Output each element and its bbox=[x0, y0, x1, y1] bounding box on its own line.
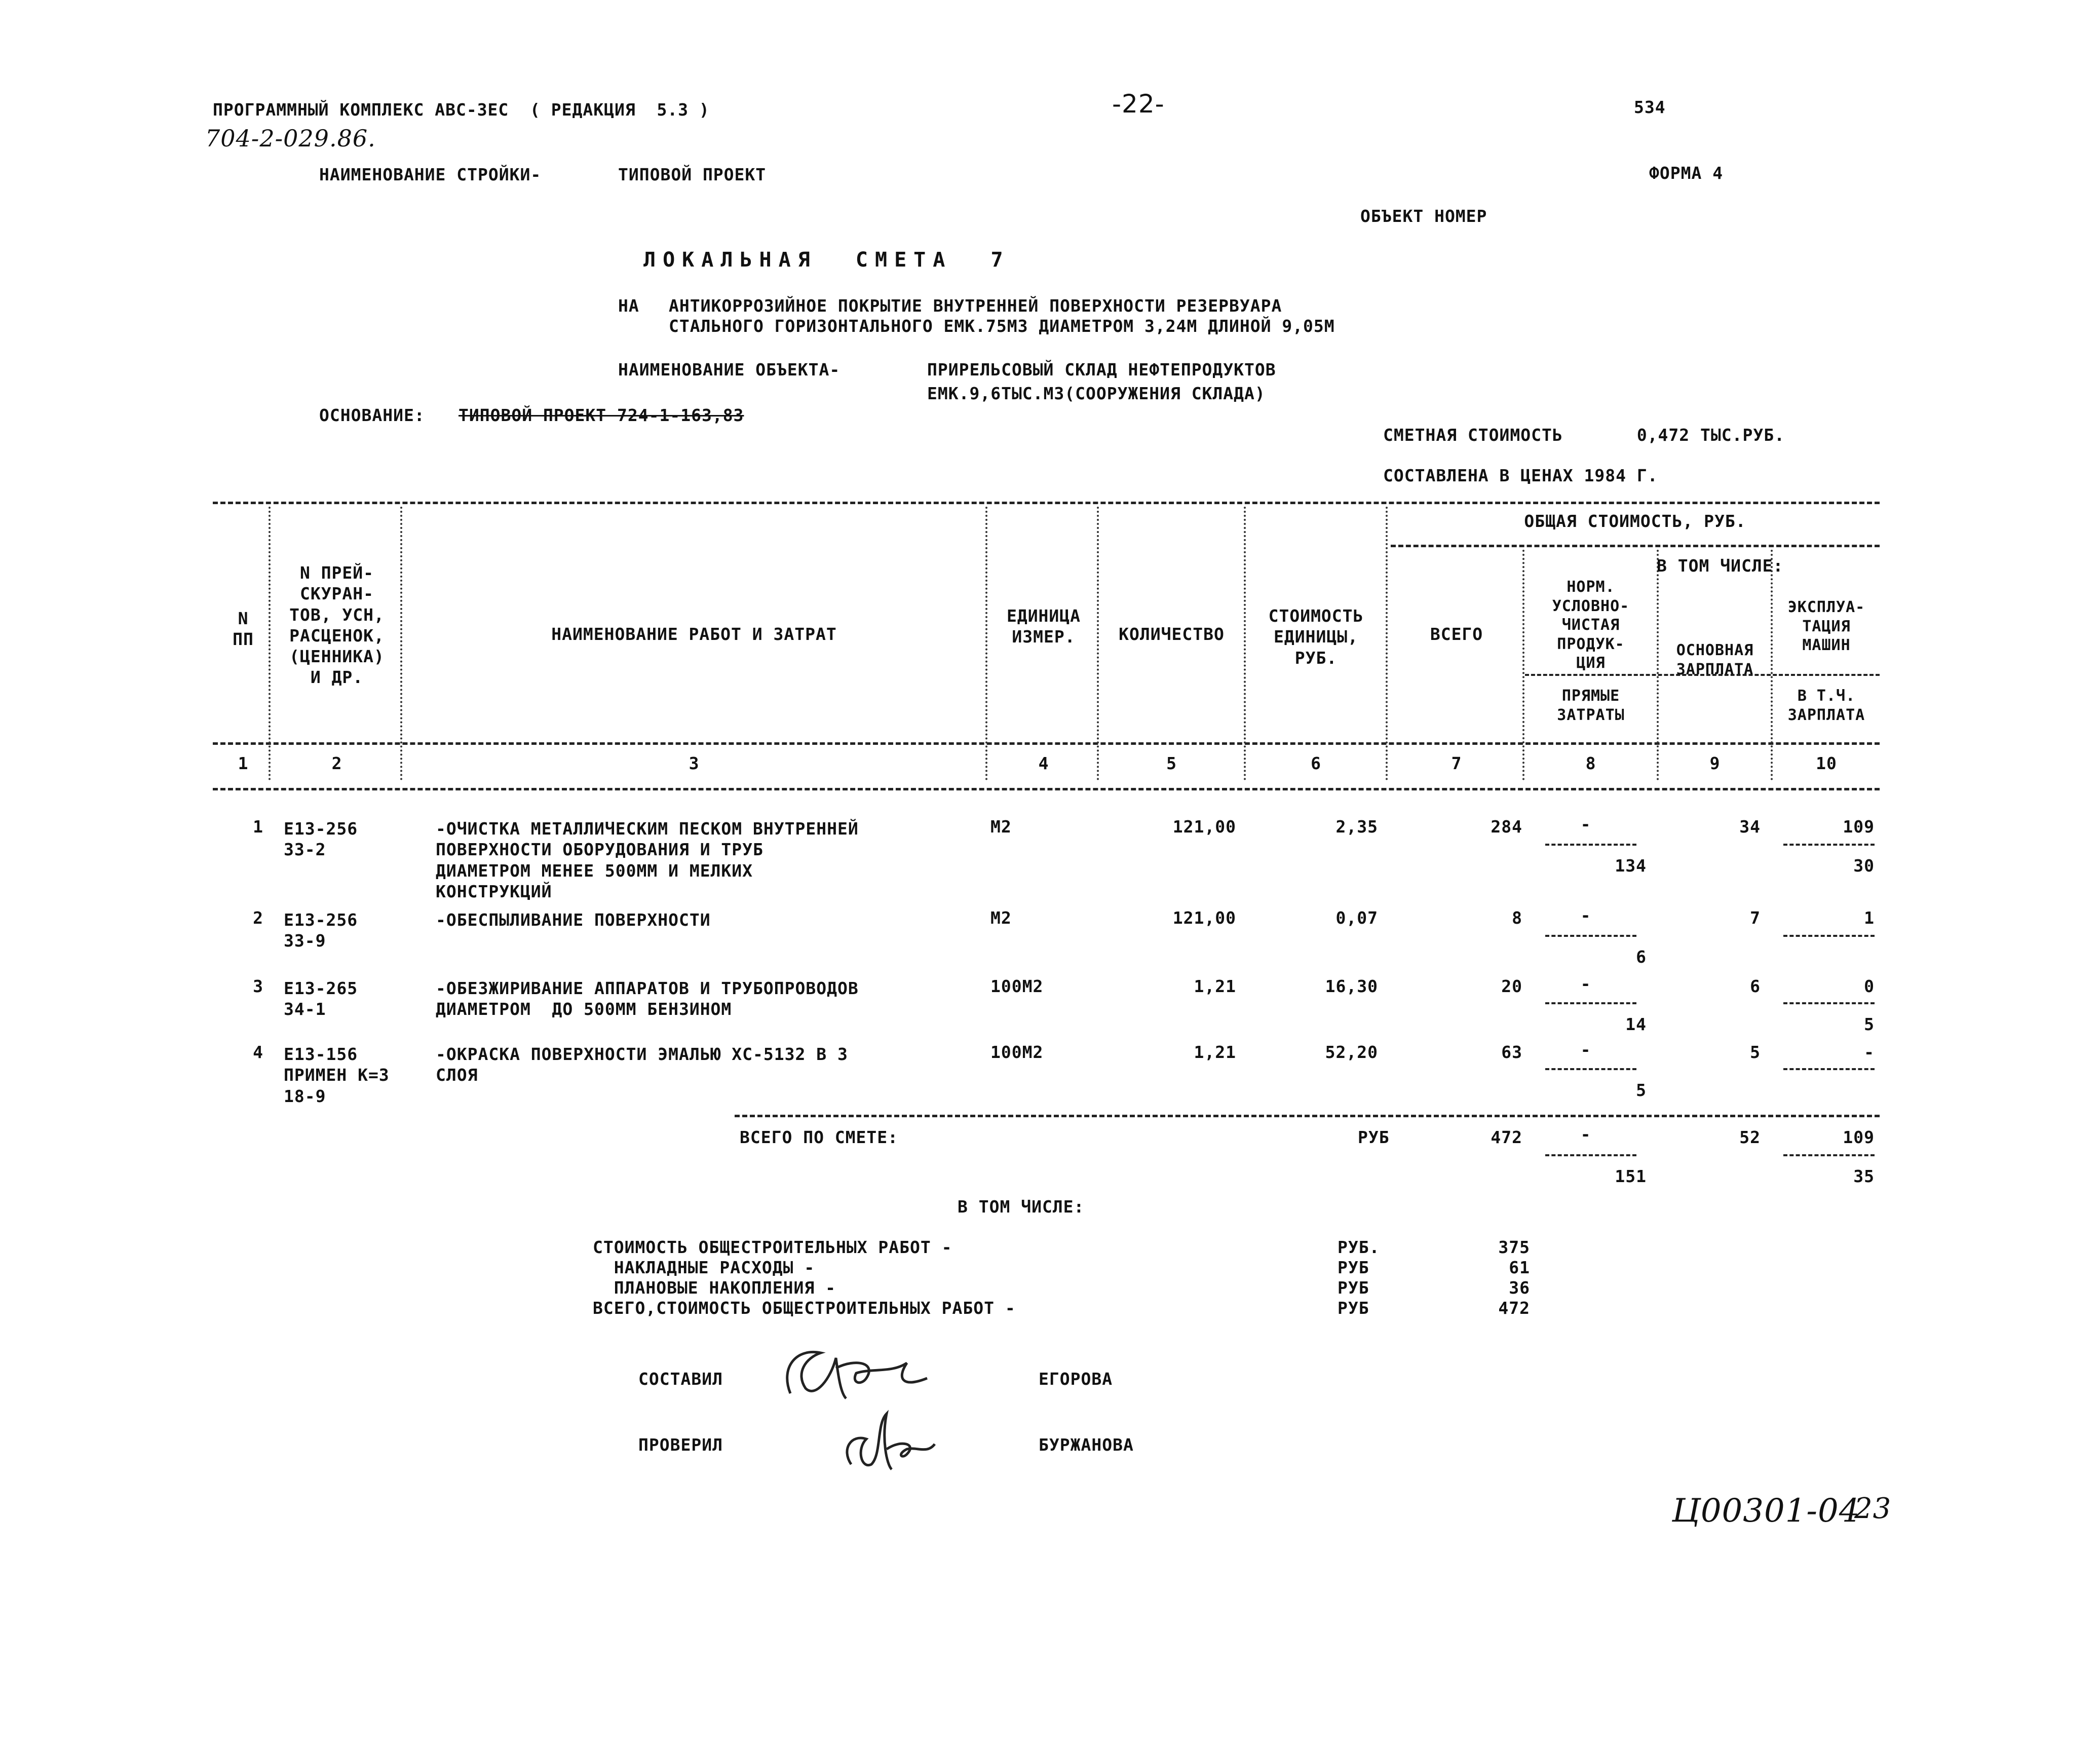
header-incl: В ТОМ ЧИСЛЕ: bbox=[1657, 556, 1784, 576]
row-name: -ОЧИСТКА МЕТАЛЛИЧЕСКИМ ПЕСКОМ ВНУТРЕННЕЙ ПОВЕРХНОСТИ ОБОРУДОВАНИЯ И ТРУБ ДИАМЕТРОМ МЕНЕЕ 500ММ И МЕЛКИХ КОНСТРУКЦИЙ bbox=[436, 819, 859, 901]
col-sep-5 bbox=[1244, 507, 1246, 780]
subject-line-2: СТАЛЬНОГО ГОРИЗОНТАЛЬНОГО ЕМК.75М3 ДИАМЕТРОМ 3,24М ДЛИНОЙ 9,05М bbox=[669, 316, 1335, 336]
row-mach-salary: 30 bbox=[1853, 856, 1875, 876]
header-col-4: ЕДИНИЦА ИЗМЕР. bbox=[1006, 606, 1081, 647]
document-title: ЛОКАЛЬНАЯ СМЕТА 7 bbox=[643, 248, 1010, 272]
row-number: 2 bbox=[253, 908, 263, 928]
basis-value: ТИПОВОЙ ПРОЕКТ 724-1-163,83 bbox=[459, 405, 744, 425]
handwritten-code: 704-2-029.86. bbox=[205, 125, 376, 152]
summary-unit: РУБ bbox=[1338, 1258, 1369, 1277]
row-unit: 100М2 bbox=[990, 976, 1044, 996]
row-number: 1 bbox=[253, 817, 263, 837]
row-unit: 100М2 bbox=[990, 1042, 1044, 1062]
col-number-6: 6 bbox=[1311, 753, 1321, 773]
row-number: 3 bbox=[253, 976, 263, 996]
summary-label: ВСЕГО,СТОИМОСТЬ ОБЩЕСТРОИТЕЛЬНЫХ РАБОТ - bbox=[593, 1298, 1016, 1318]
col-number-9: 9 bbox=[1709, 753, 1721, 773]
row-split-rule bbox=[1545, 844, 1636, 846]
row-salary: 6 bbox=[1750, 976, 1761, 996]
total-direct: 151 bbox=[1615, 1166, 1647, 1186]
row-name: -ОБЕСПЫЛИВАНИЕ ПОВЕРХНОСТИ bbox=[436, 910, 711, 930]
row-salary: 34 bbox=[1739, 817, 1761, 837]
header-col-1: N ПП bbox=[233, 609, 254, 650]
row-unit: М2 bbox=[990, 817, 1012, 837]
estimated-cost: СМЕТНАЯ СТОИМОСТЬ 0,472 ТЫС.РУБ. bbox=[1383, 425, 1785, 445]
row-code: Е13-256 33-2 bbox=[284, 819, 358, 860]
prices-year: СОСТАВЛЕНА В ЦЕНАХ 1984 Г. bbox=[1383, 466, 1658, 485]
row-mach: 0 bbox=[1864, 976, 1875, 996]
row-qty: 1,21 bbox=[1194, 1042, 1236, 1062]
col-sep-9 bbox=[1771, 550, 1773, 780]
group-header-rule bbox=[1391, 545, 1880, 547]
checked-label: ПРОВЕРИЛ bbox=[638, 1435, 723, 1455]
summary-label: ПЛАНОВЫЕ НАКОПЛЕНИЯ - bbox=[593, 1278, 836, 1298]
header-group: ОБЩАЯ СТОИМОСТЬ, РУБ. bbox=[1524, 511, 1746, 531]
row-direct: 134 bbox=[1615, 856, 1647, 876]
basis-label: ОСНОВАНИЕ: bbox=[319, 405, 425, 425]
row-name: -ОКРАСКА ПОВЕРХНОСТИ ЭМАЛЬЮ ХС-5132 В 3 СЛОЯ bbox=[436, 1044, 848, 1085]
construction-name-label: НАИМЕНОВАНИЕ СТРОЙКИ- bbox=[319, 165, 542, 184]
row-direct: 5 bbox=[1636, 1080, 1647, 1100]
col-number-2: 2 bbox=[331, 753, 342, 773]
col-sep-2 bbox=[400, 507, 402, 780]
row-split-rule bbox=[1545, 1068, 1636, 1070]
header-col-8b: ПРЯМЫЕ ЗАТРАТЫ bbox=[1557, 687, 1625, 724]
summary-value: 61 bbox=[1509, 1258, 1530, 1277]
row-mach: 1 bbox=[1864, 908, 1875, 928]
row-total: 63 bbox=[1501, 1042, 1522, 1062]
summary-unit: РУБ. bbox=[1338, 1237, 1380, 1257]
summary-value: 36 bbox=[1509, 1278, 1530, 1298]
header-col-3: НАИМЕНОВАНИЕ РАБОТ И ЗАТРАТ bbox=[551, 624, 837, 644]
header-col-10a: ЭКСПЛУА- ТАЦИЯ МАШИН bbox=[1787, 598, 1865, 654]
total-split-rule bbox=[1545, 1154, 1636, 1156]
row-code: Е13-265 34-1 bbox=[284, 978, 358, 1019]
col-number-1: 1 bbox=[238, 753, 249, 773]
total-unit: РУБ bbox=[1358, 1127, 1390, 1147]
compiled-name: ЕГОРОВА bbox=[1039, 1369, 1113, 1389]
object-name-line-1: ПРИРЕЛЬСОВЫЙ СКЛАД НЕФТЕПРОДУКТОВ bbox=[927, 360, 1276, 380]
col-sep-6 bbox=[1386, 507, 1388, 780]
signature-checked bbox=[831, 1404, 942, 1480]
column-number-rule bbox=[213, 788, 1880, 790]
total-mach: 109 bbox=[1843, 1127, 1875, 1147]
summary-unit: РУБ bbox=[1338, 1278, 1369, 1298]
row-total: 20 bbox=[1501, 976, 1522, 996]
form-label: ФОРМА 4 bbox=[1649, 163, 1724, 183]
total-sum: 472 bbox=[1491, 1127, 1522, 1147]
row-mach-salary: 5 bbox=[1864, 1014, 1875, 1034]
col-number-7: 7 bbox=[1451, 753, 1462, 773]
page-number: -22- bbox=[1112, 89, 1165, 119]
subject-prefix: НА bbox=[618, 296, 639, 316]
total-label: ВСЕГО ПО СМЕТЕ: bbox=[740, 1127, 899, 1147]
row-split-rule-2 bbox=[1783, 1002, 1875, 1004]
row-norm: - bbox=[1580, 1040, 1591, 1059]
row-norm: - bbox=[1580, 905, 1591, 925]
row-mach: 109 bbox=[1843, 817, 1875, 837]
col-sep-7 bbox=[1522, 550, 1524, 780]
col-number-8: 8 bbox=[1585, 753, 1596, 773]
row-code: Е13-156 ПРИМЕН К=3 18-9 bbox=[284, 1044, 390, 1106]
row-direct: 6 bbox=[1636, 947, 1647, 967]
object-name-label: НАИМЕНОВАНИЕ ОБЪЕКТА- bbox=[618, 360, 841, 380]
row-code: Е13-256 33-9 bbox=[284, 910, 358, 951]
row-direct: 14 bbox=[1625, 1014, 1647, 1034]
table-top-rule bbox=[213, 502, 1880, 504]
summary-value: 375 bbox=[1498, 1237, 1530, 1257]
row-price: 16,30 bbox=[1325, 976, 1378, 996]
col-sep-8 bbox=[1657, 550, 1659, 780]
total-salary: 52 bbox=[1739, 1127, 1761, 1147]
row-qty: 121,00 bbox=[1172, 817, 1236, 837]
row-split-rule bbox=[1545, 1002, 1636, 1004]
header-bottom-rule bbox=[213, 742, 1880, 745]
row-salary: 5 bbox=[1750, 1042, 1761, 1062]
row-number: 4 bbox=[253, 1042, 263, 1062]
doc-number: 534 bbox=[1634, 97, 1666, 117]
header-col-9: ОСНОВНАЯ ЗАРПЛАТА bbox=[1676, 641, 1754, 678]
summary-value: 472 bbox=[1498, 1298, 1530, 1318]
row-unit: М2 bbox=[990, 908, 1012, 928]
row-split-rule-2 bbox=[1783, 1068, 1875, 1070]
row-split-rule bbox=[1545, 935, 1636, 937]
row-total: 284 bbox=[1491, 817, 1522, 837]
row-price: 52,20 bbox=[1325, 1042, 1378, 1062]
row-price: 0,07 bbox=[1335, 908, 1378, 928]
row-price: 2,35 bbox=[1335, 817, 1378, 837]
col-number-5: 5 bbox=[1166, 753, 1177, 773]
object-number: ОБЪЕКТ НОМЕР bbox=[1360, 206, 1487, 226]
summary-unit: РУБ bbox=[1338, 1298, 1369, 1318]
col-sep-4 bbox=[1097, 507, 1099, 780]
total-norm: - bbox=[1580, 1124, 1591, 1144]
row-norm: - bbox=[1580, 974, 1591, 994]
header-col-5: КОЛИЧЕСТВО bbox=[1119, 624, 1225, 644]
program-header: ПРОГРАММНЫЙ КОМПЛЕКС АВС-3ЕС ( РЕДАКЦИЯ 5.3 ) bbox=[213, 100, 710, 120]
col-sep-1 bbox=[269, 507, 271, 780]
header-col-7: ВСЕГО bbox=[1430, 624, 1483, 644]
col-number-10: 10 bbox=[1816, 753, 1837, 773]
row-qty: 121,00 bbox=[1172, 908, 1236, 928]
compiled-label: СОСТАВИЛ bbox=[638, 1369, 723, 1389]
header-col-6: СТОИМОСТЬ ЕДИНИЦЫ, РУБ. bbox=[1268, 606, 1364, 668]
header-col-2: N ПРЕЙ- СКУРАН- ТОВ, УСН, РАСЦЕНОК, (ЦЕННИКА) И ДР. bbox=[289, 563, 385, 688]
row-salary: 7 bbox=[1750, 908, 1761, 928]
header-col-8a: НОРМ. УСЛОВНО- ЧИСТАЯ ПРОДУК- ЦИЯ bbox=[1552, 578, 1630, 672]
handwritten-reference: Ц00301-04 bbox=[1672, 1492, 1860, 1530]
total-mach-salary: 35 bbox=[1853, 1166, 1875, 1186]
summary-label: НАКЛАДНЫЕ РАСХОДЫ - bbox=[593, 1258, 815, 1277]
row-qty: 1,21 bbox=[1194, 976, 1236, 996]
row-total: 8 bbox=[1512, 908, 1522, 928]
col-sep-3 bbox=[985, 507, 987, 780]
row-split-rule-2 bbox=[1783, 935, 1875, 937]
handwritten-page: 23 bbox=[1854, 1492, 1892, 1525]
object-name-line-2: ЕМК.9,6ТЫС.М3(СООРУЖЕНИЯ СКЛАДА) bbox=[927, 384, 1266, 403]
row-mach: - bbox=[1864, 1042, 1875, 1062]
header-col-10b: В Т.Ч. ЗАРПЛАТА bbox=[1787, 687, 1865, 724]
total-top-rule bbox=[735, 1115, 1880, 1117]
row-norm: - bbox=[1580, 814, 1591, 834]
row-split-rule-2 bbox=[1783, 844, 1875, 846]
checked-name: БУРЖАНОВА bbox=[1039, 1435, 1134, 1455]
summary-incl-label: В ТОМ ЧИСЛЕ: bbox=[958, 1197, 1085, 1217]
col-number-3: 3 bbox=[689, 753, 700, 773]
row-name: -ОБЕЗЖИРИВАНИЕ АППАРАТОВ И ТРУБОПРОВОДОВ ДИАМЕТРОМ ДО 500ММ БЕНЗИНОМ bbox=[436, 978, 859, 1019]
subject-line-1: АНТИКОРРОЗИЙНОЕ ПОКРЫТИЕ ВНУТРЕННЕЙ ПОВЕРХНОСТИ РЕЗЕРВУАРА bbox=[669, 296, 1282, 316]
summary-label: СТОИМОСТЬ ОБЩЕСТРОИТЕЛЬНЫХ РАБОТ - bbox=[593, 1237, 952, 1257]
signature-compiled bbox=[775, 1338, 937, 1409]
col-number-4: 4 bbox=[1038, 753, 1049, 773]
total-split-rule-2 bbox=[1783, 1154, 1875, 1156]
construction-name-value: ТИПОВОЙ ПРОЕКТ bbox=[618, 165, 767, 184]
